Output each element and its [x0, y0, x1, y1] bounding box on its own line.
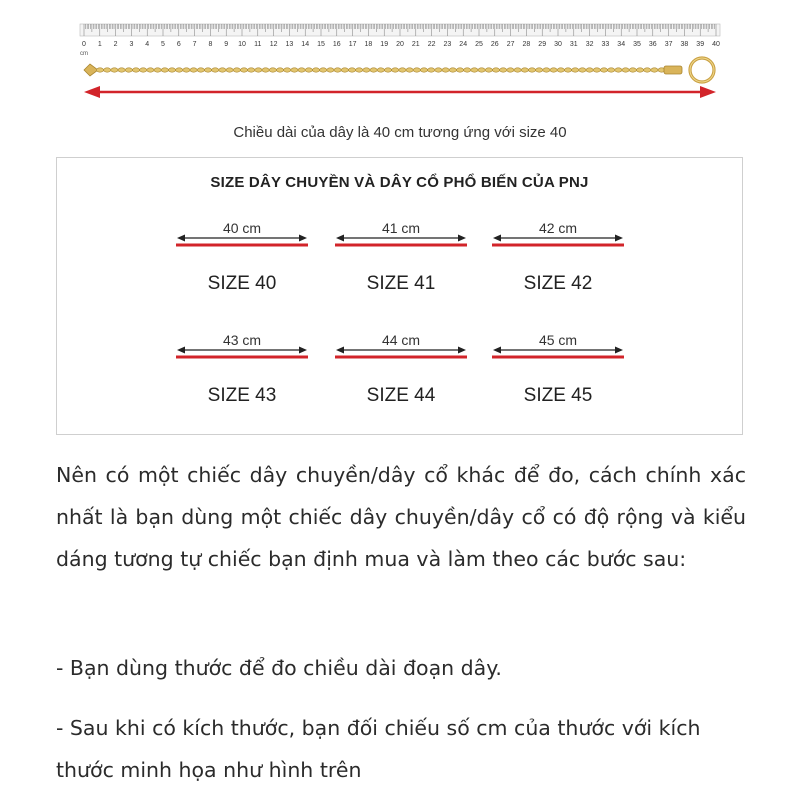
ruler-number: 16 [332, 41, 341, 48]
ruler-number: 23 [443, 41, 452, 48]
size-label: SIZE 40 [207, 273, 277, 294]
chain-tab [84, 64, 98, 76]
chain-link [125, 68, 132, 72]
instruction-paragraph: Nên có một chiếc dây chuyền/dây cổ khác để đo, cách chính xác nhất là bạn dùng một chiếc dây chuyền/dây cổ có độ rộng và kiểu dáng tương tự chiếc bạn định mua và làm theo các bước sau: [56, 463, 746, 571]
chain-link [154, 68, 161, 72]
chain-link [651, 68, 658, 72]
chain-link [608, 68, 615, 72]
size-label: SIZE 42 [523, 273, 593, 294]
chain-link [334, 68, 341, 72]
ruler-number: 1 [97, 41, 102, 48]
ruler-number: 33 [601, 41, 610, 48]
chain-link [536, 68, 543, 72]
ruler-unit: cm [80, 51, 88, 57]
chain-link [111, 68, 118, 72]
chain-link [644, 68, 651, 72]
chain-link [442, 68, 449, 72]
chain-link [485, 68, 492, 72]
chain-link [557, 68, 564, 72]
chain-link [183, 68, 190, 72]
chain-link [132, 68, 139, 72]
ruler-number: 36 [648, 41, 657, 48]
size-length: 40 cm [222, 220, 262, 236]
chain-link [406, 68, 413, 72]
chain-link [435, 68, 442, 72]
chain-link [428, 68, 435, 72]
chain-link [212, 68, 219, 72]
chain-link [543, 68, 550, 72]
ruler-number: 14 [301, 41, 310, 48]
chain-link [204, 68, 211, 72]
double-arrow-icon [492, 344, 624, 360]
chain-link [176, 68, 183, 72]
chain-link [269, 68, 276, 72]
chain-link [629, 68, 636, 72]
ruler-number: 20 [396, 41, 404, 48]
size-item [492, 332, 624, 412]
chain-link [262, 68, 269, 72]
chain-link [586, 68, 593, 72]
chain-link [622, 68, 629, 72]
size-item [335, 220, 467, 300]
ruler [0, 0, 800, 112]
chain-link [464, 68, 471, 72]
ruler-illustration [0, 0, 800, 112]
ruler-number: 7 [192, 41, 197, 48]
size-length: 43 cm [222, 332, 262, 348]
chain-link [377, 68, 384, 72]
ruler-number: 3 [129, 41, 134, 48]
ruler-number: 2 [113, 41, 118, 48]
size-label: SIZE 41 [366, 273, 436, 294]
chain-link [399, 68, 406, 72]
ruler-number: 35 [633, 41, 641, 48]
chain-link [384, 68, 391, 72]
ruler-number: 8 [208, 41, 213, 48]
ruler-number: 34 [617, 41, 626, 48]
size-item [492, 220, 624, 300]
ruler-number: 9 [224, 41, 229, 48]
chain-link [327, 68, 334, 72]
ruler-number: 27 [506, 41, 515, 48]
ruler-number: 0 [82, 41, 86, 48]
chain-link [147, 68, 154, 72]
size-label: SIZE 43 [207, 385, 277, 406]
ruler-number: 11 [254, 41, 262, 48]
chain-link [219, 68, 226, 72]
step-1: - Bạn dùng thước để đo chiều dài đoạn dây. [56, 656, 502, 680]
chain-link [456, 68, 463, 72]
size-chart [56, 157, 743, 435]
ruler-number: 4 [145, 41, 150, 48]
ruler-number: 40 [712, 41, 720, 48]
chain-link [521, 68, 528, 72]
ruler-number: 28 [522, 41, 531, 48]
chain-link [392, 68, 399, 72]
chain-link [370, 68, 377, 72]
size-label: SIZE 44 [366, 385, 436, 406]
chain-link [492, 68, 499, 72]
ruler-number: 6 [176, 41, 181, 48]
chain-link [341, 68, 348, 72]
double-arrow-icon [335, 344, 467, 360]
chain-link [348, 68, 355, 72]
ruler-number: 10 [238, 41, 246, 48]
chain-clasp-highlight [690, 58, 714, 82]
ruler-number: 22 [427, 41, 436, 48]
chain-link [500, 68, 507, 72]
chain-link [248, 68, 255, 72]
chain-link [255, 68, 262, 72]
chain-link [413, 68, 420, 72]
size-length: 44 cm [381, 332, 421, 348]
arrow-left-icon [84, 86, 100, 98]
size-item [176, 332, 308, 412]
chain-link [528, 68, 535, 72]
ruler-number: 19 [380, 41, 389, 48]
ruler-number: 24 [459, 41, 468, 48]
chain-link [197, 68, 204, 72]
chain-link [507, 68, 514, 72]
chain-link [449, 68, 456, 72]
size-item [335, 332, 467, 412]
step-2: - Sau khi có kích thước, bạn đối chiếu số cm của thước với kích thước minh họa như hình trên [56, 716, 701, 782]
chain-link [478, 68, 485, 72]
double-arrow-icon [492, 232, 624, 248]
chain-link [312, 68, 319, 72]
size-chart-title: SIZE DÂY CHUYỀN VÀ DÂY CỔ PHỔ BIẾN CỦA PNJ [210, 174, 589, 191]
chain-link [593, 68, 600, 72]
chain-link [636, 68, 643, 72]
size-length: 42 cm [538, 220, 578, 236]
arrow-right-icon [700, 86, 716, 98]
chain-link [550, 68, 557, 72]
ruler-number: 25 [475, 41, 483, 48]
chain-link [233, 68, 240, 72]
chain-link [615, 68, 622, 72]
chain-link [471, 68, 478, 72]
chain-link [161, 68, 168, 72]
chain-link [276, 68, 283, 72]
double-arrow-icon [176, 344, 308, 360]
ruler-number: 29 [538, 41, 547, 48]
chain-link [190, 68, 197, 72]
chain-link [104, 68, 111, 72]
chain-link [356, 68, 363, 72]
chain-link [226, 68, 233, 72]
chain-link [298, 68, 305, 72]
ruler-number: 37 [664, 41, 673, 48]
size-label: SIZE 45 [523, 385, 593, 406]
chain-link [140, 68, 147, 72]
chain-clasp-connector [664, 66, 682, 74]
double-arrow-icon [176, 232, 308, 248]
chain-link [320, 68, 327, 72]
chain-link [118, 68, 125, 72]
ruler-number: 17 [348, 41, 357, 48]
chain-link [572, 68, 579, 72]
chain-link [168, 68, 175, 72]
chain-link [579, 68, 586, 72]
ruler-number: 30 [554, 41, 562, 48]
chain-link [514, 68, 521, 72]
size-item [176, 220, 308, 300]
figure-caption: Chiều dài của dây là 40 cm tương ứng với size 40 [233, 124, 567, 141]
ruler-number: 15 [317, 41, 325, 48]
double-arrow-icon [335, 232, 467, 248]
size-length: 45 cm [538, 332, 578, 348]
ruler-number: 38 [680, 41, 689, 48]
ruler-number: 5 [161, 41, 165, 48]
chain-link [363, 68, 370, 72]
chain-link [96, 68, 103, 72]
ruler-number: 21 [411, 41, 420, 48]
ruler-number: 31 [569, 41, 578, 48]
chain-link [284, 68, 291, 72]
ruler-number: 32 [585, 41, 594, 48]
chain-link [305, 68, 312, 72]
chain-link [600, 68, 607, 72]
ruler-number: 12 [269, 41, 278, 48]
ruler-number: 39 [696, 41, 705, 48]
chain-link [420, 68, 427, 72]
size-length: 41 cm [381, 220, 421, 236]
ruler-number: 18 [364, 41, 373, 48]
chain-link [291, 68, 298, 72]
ruler-number: 26 [490, 41, 499, 48]
chain-link [564, 68, 571, 72]
ruler-number: 13 [285, 41, 294, 48]
chain-link [240, 68, 247, 72]
